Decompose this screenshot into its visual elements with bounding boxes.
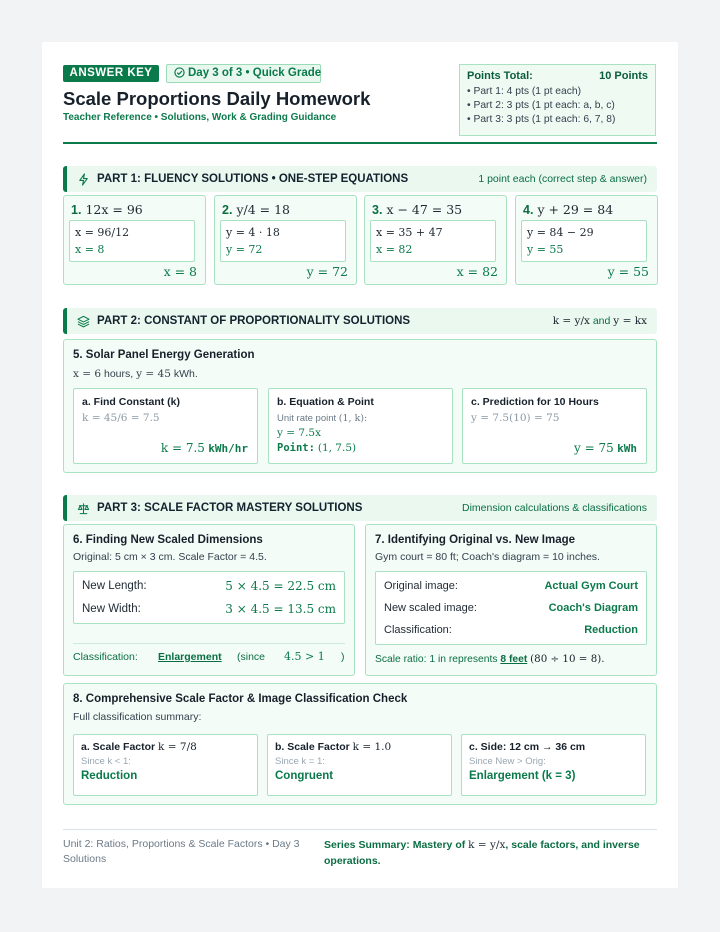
part3-title: PART 3: SCALE FACTOR MASTERY SOLUTIONS <box>97 502 363 514</box>
card-result: Enlargement (k = 3) <box>469 770 576 782</box>
problem-8-title: 8. Comprehensive Scale Factor & Image Classification Check <box>73 693 408 705</box>
work-line: x = 8 <box>75 243 105 256</box>
page-subtitle: Teacher Reference • Solutions, Work & Grading Guidance <box>63 112 337 123</box>
dimension-label: New Length: <box>82 580 147 592</box>
lightning-icon <box>77 173 90 186</box>
identification-value: Reduction <box>584 624 638 636</box>
classification-value: Enlargement <box>158 651 222 663</box>
card-heading <box>81 741 250 753</box>
problem-equation: y/4 = 18 <box>236 202 290 217</box>
dimensions-box <box>73 571 345 624</box>
work-box <box>370 220 496 262</box>
part-a-work: k = 45/6 = 7.5 <box>82 412 160 424</box>
dimension-row <box>82 598 336 620</box>
problem-5-panel <box>63 339 657 473</box>
card-since: Since New > Orig: <box>469 756 546 767</box>
given-y: y = 45 <box>136 368 171 380</box>
day-badge <box>166 64 321 83</box>
note-and: and <box>592 315 611 327</box>
footer-divider <box>63 829 657 830</box>
problem-card <box>63 195 206 285</box>
work-line: x = 96/12 <box>75 226 130 239</box>
line1-text: Unit rate point <box>277 413 337 424</box>
points-value: 10 Points <box>599 70 648 82</box>
part-b-heading: b. Equation & Point <box>277 396 374 408</box>
part-a-heading: a. Find Constant (k) <box>82 396 180 408</box>
work-box <box>69 220 195 262</box>
problem-number: 3. <box>372 203 383 217</box>
points-line: • Part 3: 3 pts (1 pt each: 6, 7, 8) <box>467 114 616 125</box>
header-divider <box>63 142 657 144</box>
part3-header <box>63 495 657 521</box>
ratio-pre: Scale ratio: 1 in represents <box>375 654 498 665</box>
classification-divider <box>73 643 345 644</box>
points-total-box <box>459 64 656 136</box>
scale-icon <box>77 502 90 515</box>
problem-8-panel <box>63 683 657 805</box>
problem-7-title: 7. Identifying Original vs. New Image <box>375 534 576 546</box>
card-heading-text: b. Scale Factor <box>275 741 350 753</box>
work-line: y = 4 · 18 <box>226 226 280 239</box>
part-c-answer <box>574 441 637 455</box>
page-title: Scale Proportions Daily Homework <box>63 88 371 109</box>
card-heading-math: k = 7/8 <box>158 741 197 753</box>
problem-5-title: 5. Solar Panel Energy Generation <box>73 349 255 361</box>
answer-key-badge: ANSWER KEY <box>63 65 159 82</box>
part-a-answer <box>161 441 248 455</box>
summary-post: , scale factors, and inverse operations. <box>324 839 640 867</box>
problem-number: 2. <box>222 203 233 217</box>
card-since: Since k = 1: <box>275 756 325 767</box>
answer-math: y = 75 <box>574 441 614 455</box>
classification-card <box>461 734 646 796</box>
points-line: • Part 1: 4 pts (1 pt each) <box>467 86 582 97</box>
since-text: (since <box>237 651 266 663</box>
problem-number: 1. <box>71 203 82 217</box>
problem-8-given: Full classification summary: <box>73 711 202 723</box>
problem-answer: x = 8 <box>163 264 197 279</box>
classification-label: Classification: <box>73 651 138 663</box>
dimension-label: New Width: <box>82 603 141 615</box>
given-unit: kWh. <box>173 368 198 380</box>
classification-card <box>267 734 452 796</box>
point-label: Point: <box>277 442 315 454</box>
work-box <box>521 220 647 262</box>
problem-6-panel <box>63 524 355 676</box>
identification-value: Actual Gym Court <box>544 580 638 592</box>
worksheet-page <box>42 42 678 888</box>
work-line: x = 35 + 47 <box>376 226 443 239</box>
points-label: Points Total: <box>467 70 533 82</box>
footer-summary <box>324 837 644 869</box>
part2-header <box>63 308 657 334</box>
problem-answer: y = 55 <box>607 264 649 279</box>
part1-header <box>63 166 657 192</box>
problem-7-panel <box>365 524 657 676</box>
part1-note: 1 point each (correct step & answer) <box>478 173 647 185</box>
since-close: ) <box>341 651 345 663</box>
identification-value: Coach's Diagram <box>548 602 638 614</box>
identification-label: Original image: <box>384 580 458 592</box>
card-heading-text: c. Side: 12 cm → 36 cm <box>469 741 586 753</box>
card-since: Since k < 1: <box>81 756 131 767</box>
identification-label: Classification: <box>384 624 452 636</box>
summary-pre: Series Summary: Mastery of <box>324 839 466 851</box>
image-identification-box <box>375 571 647 645</box>
problem-card <box>214 195 357 285</box>
footer-unit-label: Unit 2: Ratios, Proportions & Scale Factors • Day 3 Solutions <box>63 838 300 865</box>
problem-equation: x − 47 = 35 <box>386 202 463 217</box>
work-line: y = 55 <box>527 243 564 256</box>
scale-ratio-line <box>375 653 605 665</box>
identification-row <box>384 575 638 597</box>
layers-icon <box>77 315 90 328</box>
problem-5-given <box>73 368 198 380</box>
problem-answer: x = 82 <box>456 264 498 279</box>
line1-math: (1, k): <box>338 413 368 424</box>
given-mid: hours, <box>104 368 134 380</box>
answer-unit: kWh/hr <box>208 442 248 455</box>
problem-equation: y + 29 = 84 <box>537 202 614 217</box>
problem-6-title: 6. Finding New Scaled Dimensions <box>73 534 263 546</box>
ratio-highlight: 8 feet <box>500 654 528 665</box>
work-line: x = 82 <box>376 243 413 256</box>
note-k-formula: k = y/x <box>552 315 590 327</box>
identification-row <box>384 597 638 619</box>
dimension-row <box>82 575 336 597</box>
identification-row <box>384 619 638 641</box>
summary-math: k = y/x <box>468 839 506 851</box>
part2-title: PART 2: CONSTANT OF PROPORTIONALITY SOLUTIONS <box>97 315 411 327</box>
check-circle-icon <box>174 67 185 78</box>
problem-6-given: Original: 5 cm × 3 cm. Scale Factor = 4.5. <box>73 551 267 563</box>
part-a-card <box>73 388 258 464</box>
part-b-equation: y = 7.5x <box>277 427 322 439</box>
points-line: • Part 2: 3 pts (1 pt each: a, b, c) <box>467 100 615 111</box>
problem-answer: y = 72 <box>306 264 348 279</box>
work-line: y = 72 <box>226 243 263 256</box>
problem-card <box>364 195 507 285</box>
part-c-card <box>462 388 647 464</box>
note-y-formula: y = kx <box>613 315 647 327</box>
part-b-point <box>277 441 444 456</box>
part2-note <box>553 315 647 327</box>
card-heading <box>469 741 638 753</box>
problem-number: 4. <box>523 203 534 217</box>
part-c-heading: c. Prediction for 10 Hours <box>471 396 599 408</box>
identification-label: New scaled image: <box>384 602 477 614</box>
card-heading <box>275 741 444 753</box>
point-value: (1, 7.5) <box>317 442 357 454</box>
problem-7-given: Gym court = 80 ft; Coach's diagram = 10 inches. <box>375 551 600 563</box>
part3-note: Dimension calculations & classifications <box>462 502 647 514</box>
work-box <box>220 220 346 262</box>
answer-unit: kWh <box>617 442 637 455</box>
dimension-value: 3 × 4.5 = 13.5 cm <box>225 602 336 616</box>
problem-equation: 12x = 96 <box>85 202 143 217</box>
given-x: x = 6 <box>73 368 102 380</box>
part-c-work: y = 7.5(10) = 75 <box>471 412 560 424</box>
part1-title: PART 1: FLUENCY SOLUTIONS • ONE-STEP EQUATIONS <box>97 173 409 185</box>
answer-math: k = 7.5 <box>160 441 205 455</box>
part-b-line1 <box>277 411 444 426</box>
problem-card <box>515 195 658 285</box>
day-badge-label: Day 3 of 3 • Quick Grade <box>188 67 322 79</box>
since-math: 4.5 > 1 <box>284 650 325 663</box>
card-heading-math: k = 1.0 <box>352 741 392 753</box>
card-heading-text: a. Scale Factor <box>81 741 156 753</box>
card-result: Reduction <box>81 770 138 782</box>
ratio-post: (80 ÷ 10 = 8). <box>530 653 605 665</box>
work-line: y = 84 − 29 <box>527 226 594 239</box>
part-b-card <box>268 388 453 464</box>
card-result: Congruent <box>275 770 334 782</box>
dimension-value: 5 × 4.5 = 22.5 cm <box>225 579 336 593</box>
classification-card <box>73 734 258 796</box>
